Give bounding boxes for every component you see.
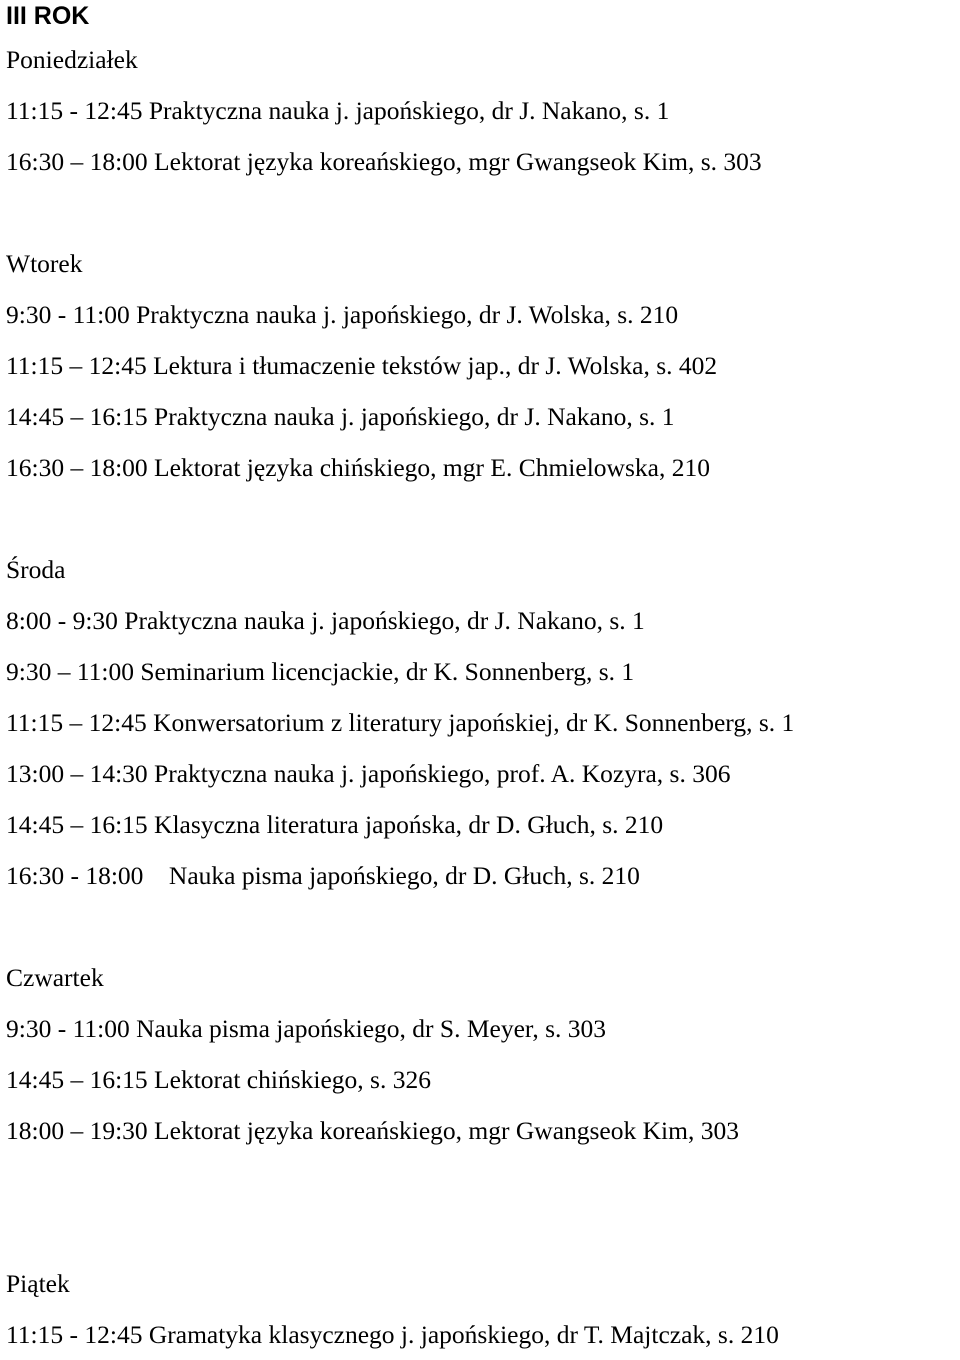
spacer [6, 901, 960, 952]
spacer [6, 1156, 960, 1258]
schedule-entry: 9:30 - 11:00 Nauka pisma japońskiego, dr S. Meyer, s. 303 [6, 1014, 607, 1043]
day-heading-thursday: Czwartek [6, 963, 104, 992]
schedule-entry: 16:30 – 18:00 Lektorat języka koreańskiego, mgr Gwangseok Kim, s. 303 [6, 147, 762, 176]
schedule-entry: 11:15 – 12:45 Lektura i tłumaczenie tekstów jap., dr J. Wolska, s. 402 [6, 351, 718, 380]
schedule-entry: 13:00 – 14:30 Praktyczna nauka j. japońskiego, prof. A. Kozyra, s. 306 [6, 759, 731, 788]
schedule-entry: 18:00 – 19:30 Lektorat języka koreańskiego, mgr Gwangseok Kim, 303 [6, 1116, 739, 1145]
schedule-entry: 16:30 - 18:00 Nauka pisma japońskiego, dr D. Głuch, s. 210 [6, 861, 640, 890]
schedule-entry: 11:15 - 12:45 Praktyczna nauka j. japońskiego, dr J. Nakano, s. 1 [6, 96, 670, 125]
schedule-entry: 9:30 – 11:00 Seminarium licencjackie, dr K. Sonnenberg, s. 1 [6, 657, 635, 686]
page-title: III ROK [6, 2, 90, 30]
schedule-entry: 16:30 – 18:00 Lektorat języka chińskiego, mgr E. Chmielowska, 210 [6, 453, 710, 482]
schedule-entry: 8:00 - 9:30 Praktyczna nauka j. japońskiego, dr J. Nakano, s. 1 [6, 606, 645, 635]
day-heading-wednesday: Środa [6, 555, 66, 584]
day-heading-monday: Poniedziałek [6, 45, 138, 74]
day-heading-tuesday: Wtorek [6, 249, 83, 278]
schedule-document [6, 0, 960, 1360]
schedule-entry: 14:45 – 16:15 Lektorat chińskiego, s. 326 [6, 1065, 431, 1094]
spacer [6, 493, 960, 544]
spacer [6, 187, 960, 238]
schedule-entry: 11:15 - 12:45 Gramatyka klasycznego j. japońskiego, dr T. Majtczak, s. 210 [6, 1320, 779, 1349]
schedule-entry: 9:30 - 11:00 Praktyczna nauka j. japońskiego, dr J. Wolska, s. 210 [6, 300, 679, 329]
schedule-entry: 11:15 – 12:45 Konwersatorium z literatury japońskiej, dr K. Sonnenberg, s. 1 [6, 708, 795, 737]
schedule-entry: 14:45 – 16:15 Klasyczna literatura japońska, dr D. Głuch, s. 210 [6, 810, 664, 839]
schedule-entry: 14:45 – 16:15 Praktyczna nauka j. japońskiego, dr J. Nakano, s. 1 [6, 402, 675, 431]
day-heading-friday: Piątek [6, 1269, 70, 1298]
